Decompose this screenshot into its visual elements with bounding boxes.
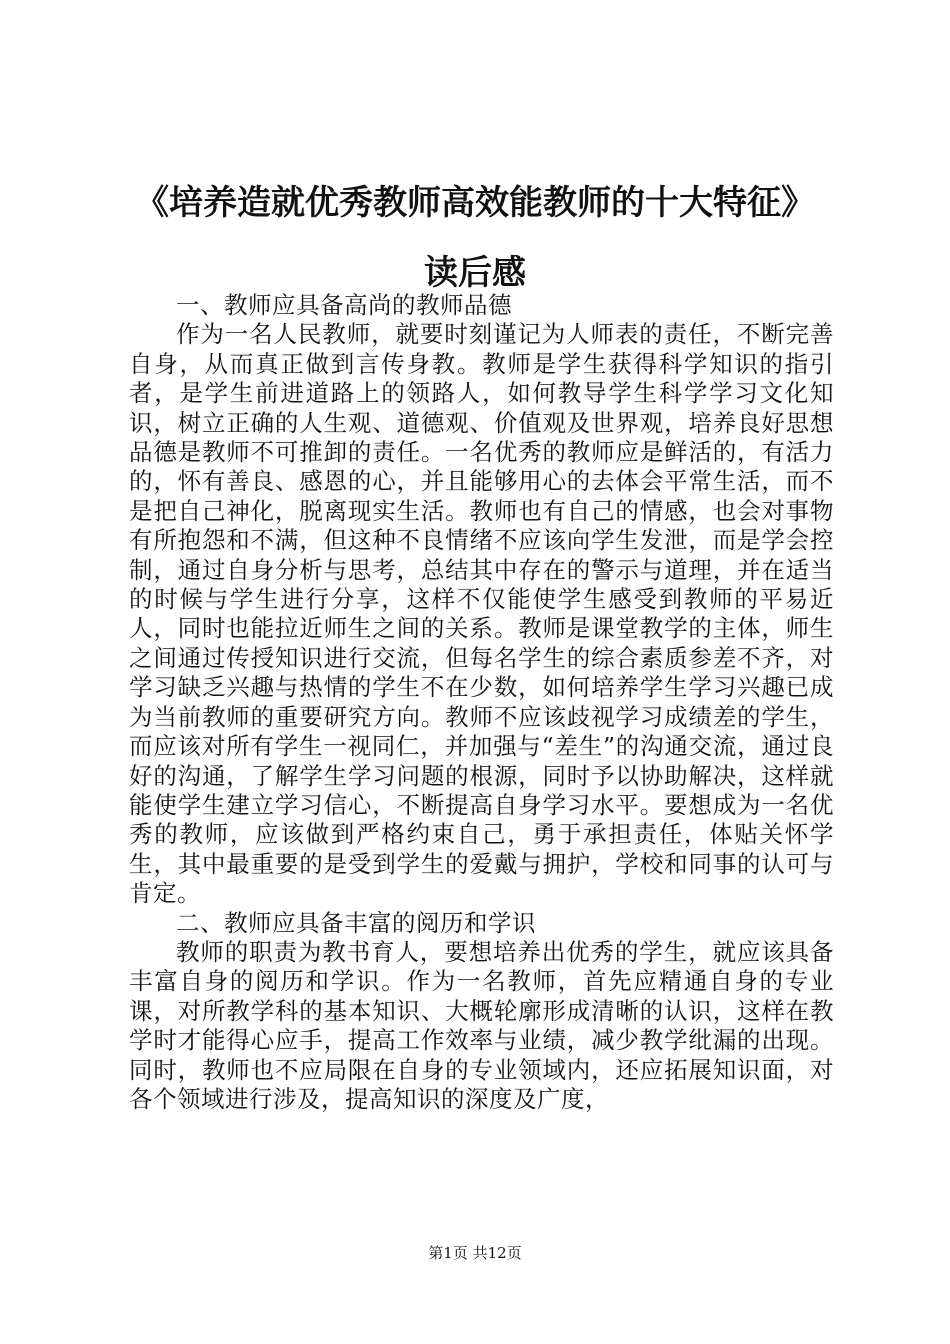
title-line-1: 《培养造就优秀教师高效能教师的十大特征》 [135, 183, 815, 223]
paragraph-2: 教师的职责为教书育人，要想培养出优秀的学生，就应该具备丰富自身的阅历和学识。作为一名教师，首先应精通自身的专业课，对所教学科的基本知识、大概轮廓形成清晰的认识，这样在教学时才能得心应手，提高工作效率与业绩，减少教学纰漏的出现。同时，教师也不应局限在自身的专业领域内，还应拓展知识面，对各个领域进行涉及，提高知识的深度及广度， [129, 937, 834, 1113]
section-heading-2: 二、教师应具备丰富的阅历和学识 [176, 908, 536, 937]
page-footer: 第1页 共12页 [428, 1244, 522, 1262]
section-heading-1: 一、教师应具备高尚的教师品德 [176, 291, 512, 319]
document-body [129, 291, 834, 1114]
title-line-2: 读后感 [424, 253, 526, 293]
paragraph-1: 作为一名人民教师，就要时刻谨记为人师表的责任，不断完善自身，从而真正做到言传身教。教师是学生获得科学知识的指引者，是学生前进道路上的领路人，如何教导学生科学学习文化知识，树立正确的人生观、道德观、价值观及世界观，培养良好思想品德是教师不可推卸的责任。一名优秀的教师应是鲜活的，有活力的，怀有善良、感恩的心，并且能够用心的去体会平常生活，而不是把自己神化，脱离现实生活。教师也有自己的情感，也会对事物有所抱怨和不满，但这种不良情绪不应该向学生发泄，而是学会控制，通过自身分析与思考，总结其中存在的警示与道理，并在适当的时候与学生进行分享，这样不仅能使学生感受到教师的平易近人，同时也能拉近师生之间的关系。教师是课堂教学的主体，师生之间通过传授知识进行交流，但每名学生的综合素质参差不齐，对学习缺乏兴趣与热情的学生不在少数，如何培养学生学习兴趣已成为当前教师的重要研究方向。教师不应该歧视学习成绩差的学生，而应该对所有学生一视同仁，并加强与“差生”的沟通交流，通过良好的沟通，了解学生学习问题的根源，同时予以协助解决，这样就能使学生建立学习信心，不断提高自身学习水平。要想成为一名优秀的教师，应该做到严格约束自己，勇于承担责任，体贴关怀学生，其中最重要的是受到学生的爱戴与拥护，学校和同事的认可与肯定。 [129, 320, 834, 908]
document-title [0, 168, 950, 308]
